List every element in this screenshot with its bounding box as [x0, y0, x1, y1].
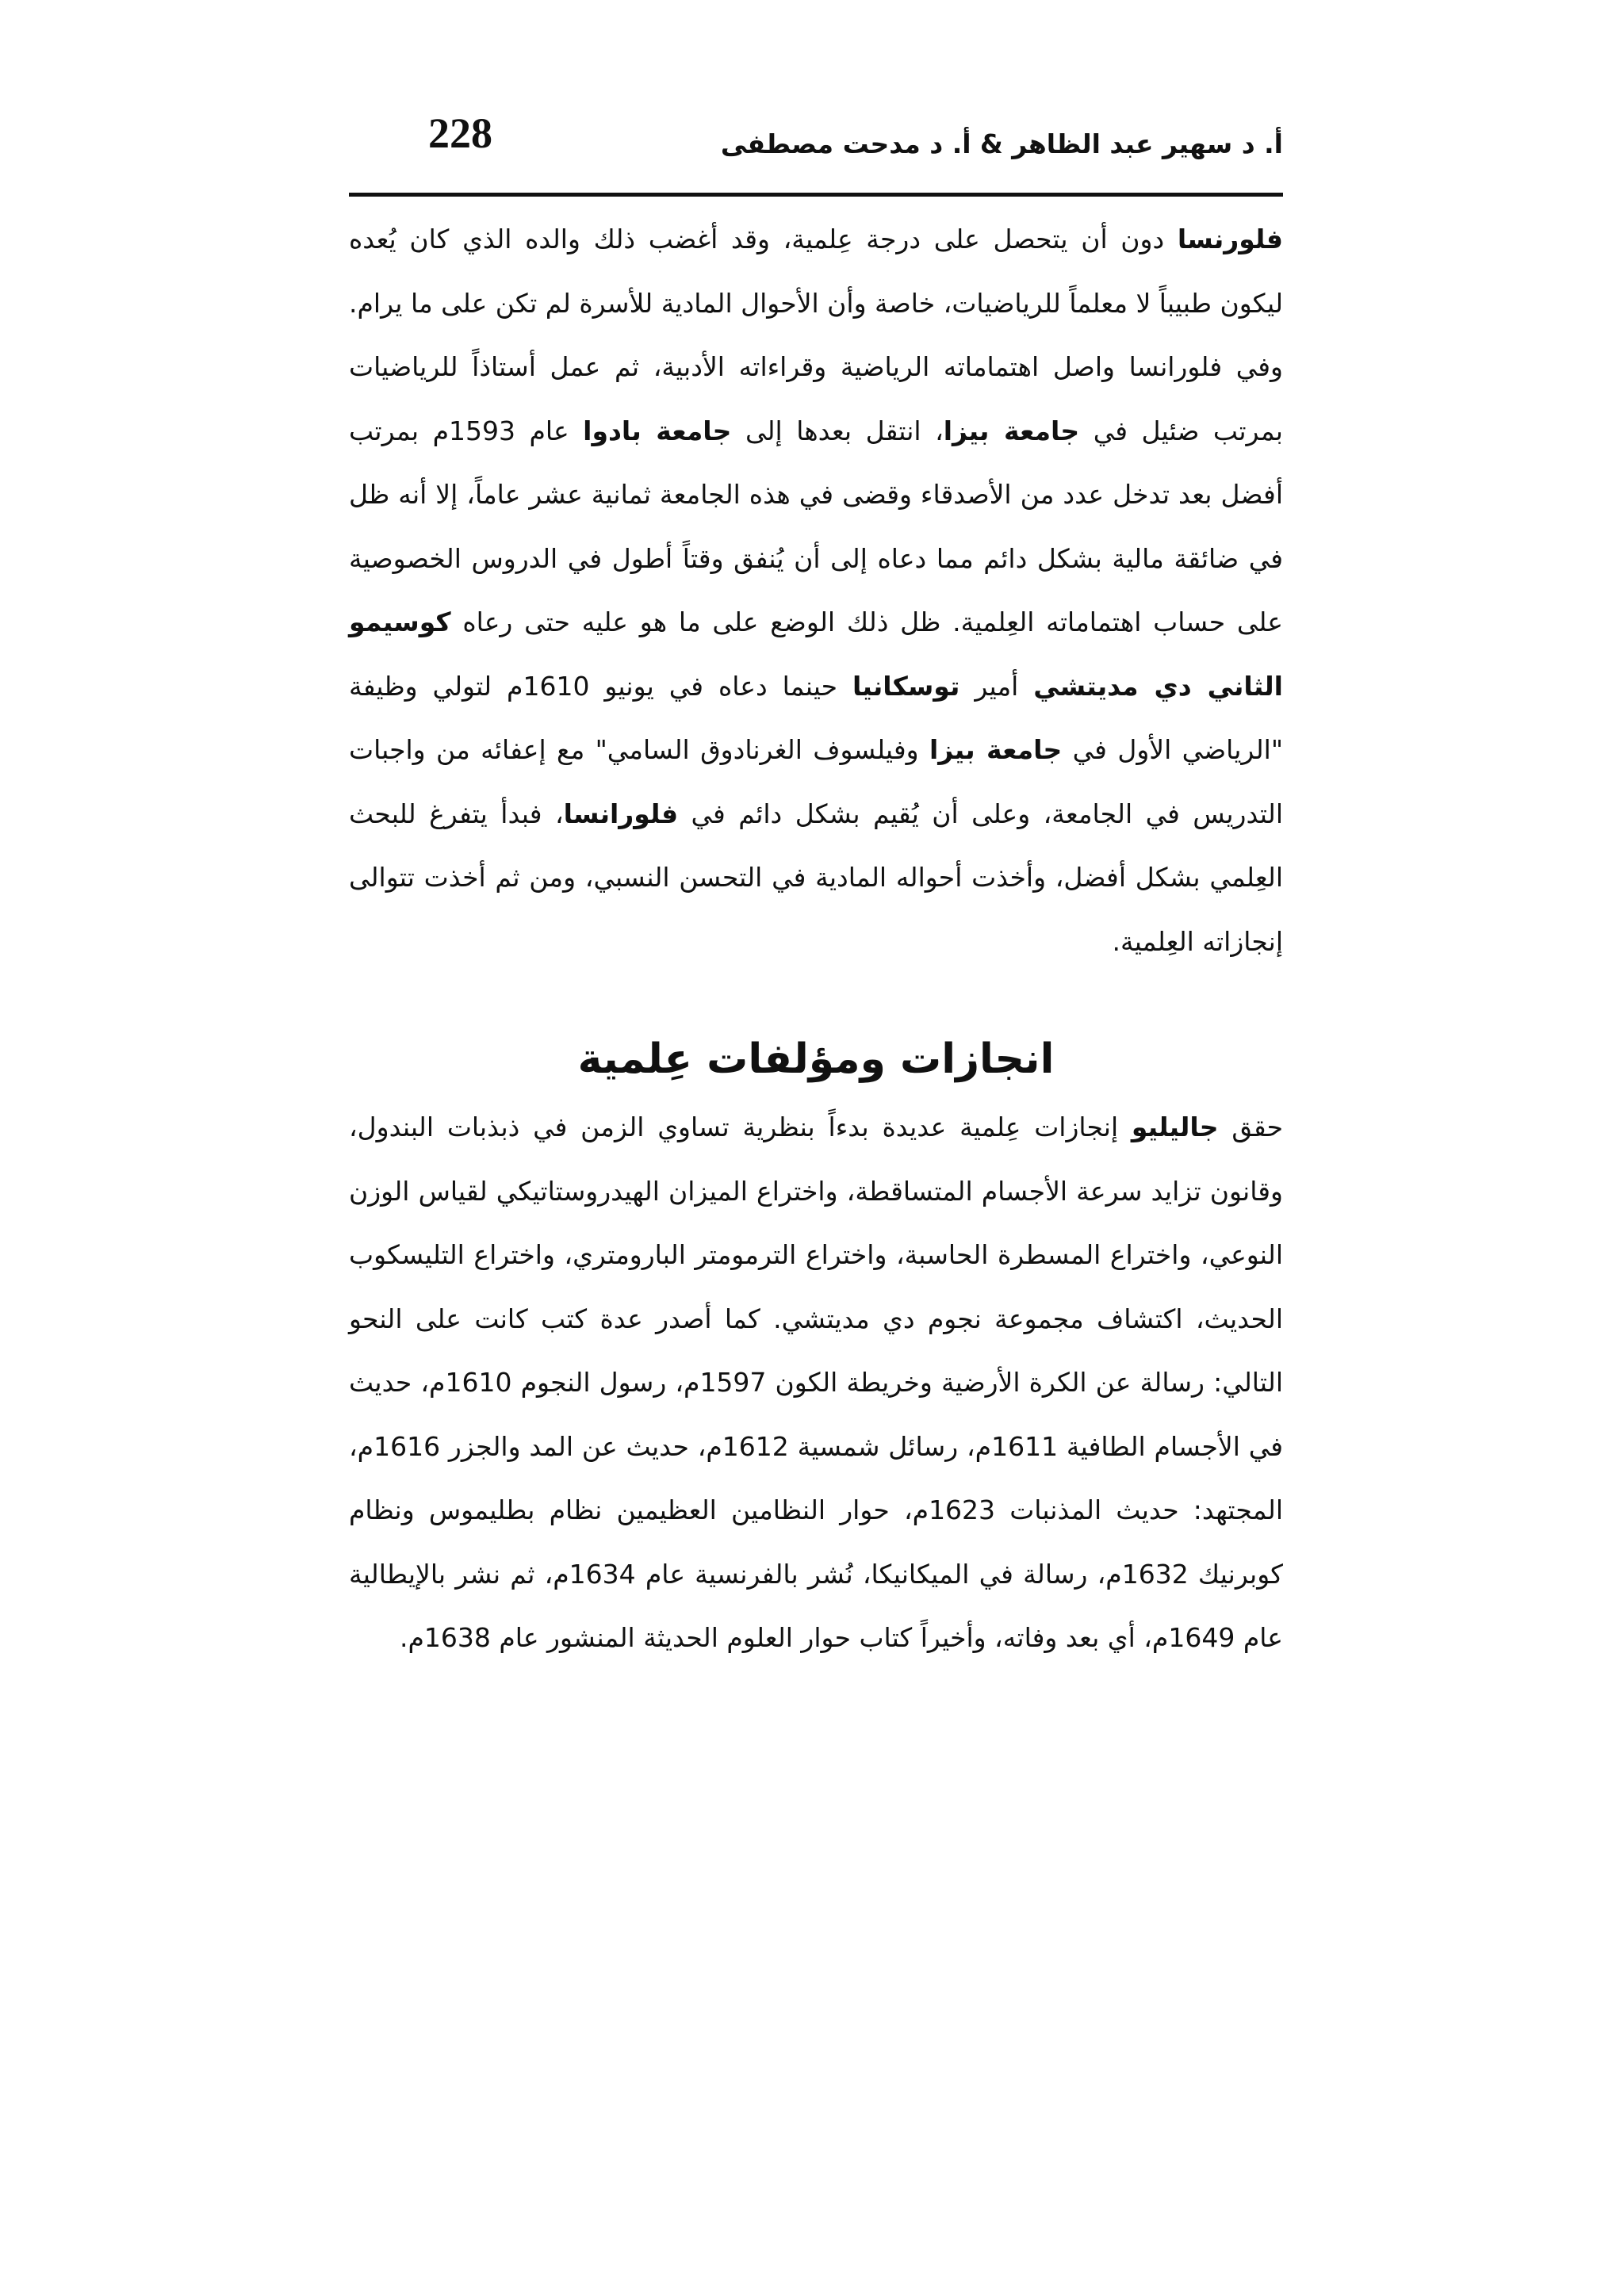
bold-term: جامعة بيزا	[943, 415, 1080, 446]
bold-term: جامعة بيزا	[929, 734, 1063, 765]
bold-term: فلورانسا	[563, 798, 679, 829]
header-authors: أ. د سهير عبد الظاهر & أ. د مدحت مصطفى	[720, 128, 1283, 159]
text-run: ، انتقل بعدها إلى	[731, 415, 944, 446]
page-header	[349, 101, 1283, 197]
page-number: 228	[428, 109, 492, 157]
bold-term: كوسيمو الثاني دي مديتشي	[349, 607, 1283, 702]
text-run: ، فبدأ يتفرغ للبحث العِلمي بشكل أفضل، وأخذت أحواله المادية في التحسن النسبي، ومن ثم أخذت تتوالى إنجازاته العِلمية.	[349, 798, 1283, 957]
text-run: وفيلسوف الغرنادوق السامي" مع إعفائه من واجبات التدريس في الجامعة، وعلى أن يُقيم بشكل دائم في	[349, 734, 1283, 829]
bold-term: فلورنسا	[1177, 224, 1283, 254]
text-run: دون أن يتحصل على درجة عِلمية، وقد أغضب ذلك والده الذي كان يُعده ليكون طبيباً لا معلماً للرياضيات، خاصة وأن الأحوال المادية للأسرة لم تكن على ما يرام. وفي فلورانسا واصل اهتماماته الرياضية وقراءاته الأدبية، ثم عمل أستاذاً للرياضيات بمرتب ضئيل في	[348, 224, 1283, 446]
section-heading: انجازات ومؤلفات عِلمية	[577, 1035, 1055, 1083]
text-run: حقق	[1218, 1112, 1283, 1142]
text-run: أمير	[959, 670, 1034, 702]
text-run: عام 1593م بمرتب أفضل بعد تدخل عدد من الأصدقاء وقضى في هذه الجامعة ثمانية عشر عاماً، إلا أنه ظل في ضائقة مالية بشكل دائم مما دعاه إلى أن يُنفق وقتاً أطول في الدروس الخصوصية على حساب اهتماماته العِلمية. ظل ذلك الوضع على ما هو عليه حتى رعاه	[349, 415, 1283, 637]
text-run: إنجازات عِلمية عديدة بدءاً بنظرية تساوي الزمن في ذبذبات البندول، وقانون تزايد سرعة الأجسام المتساقطة، واختراع الميزان الهيدروستاتيكي لقياس الوزن النوعي، واختراع المسطرة الحاسبة، واختراع الترمومتر البارومتري، واختراع التليسكوب الحديث، اكتشاف مجموعة نجوم دي مديتشي. كما أصدر عدة كتب كانت على النحو التالي: رسالة عن الكرة الأرضية وخريطة الكون 1597م، رسول النجوم 1610م، حديث في الأجسام الطافية 1611م، رسائل شمسية 1612م، حديث عن المد والجزر 1616م، المجتهد: حديث المذنبات 1623م، حوار النظامين العظيمين نظام بطليموس ونظام كوبرنيك 1632م، رسالة في الميكانيكا، نُشر بالفرنسية عام 1634م، ثم نشر بالإيطالية عام 1649م، أي بعد وفاته، وأخيراً كتاب حوار العلوم الحديثة المنشور عام 1638م.	[349, 1112, 1283, 1653]
paragraph-achievements	[349, 1096, 1283, 1670]
bold-term: جامعة بادوا	[583, 415, 732, 446]
paragraph-biography	[349, 208, 1283, 974]
text-run: حينما دعاه في يونيو 1610م لتولي وظيفة "الرياضي الأول في	[349, 670, 1283, 765]
page-content	[349, 208, 1283, 1670]
bold-term: جاليليو	[1131, 1112, 1219, 1142]
bold-term: توسكانيا	[852, 670, 960, 702]
